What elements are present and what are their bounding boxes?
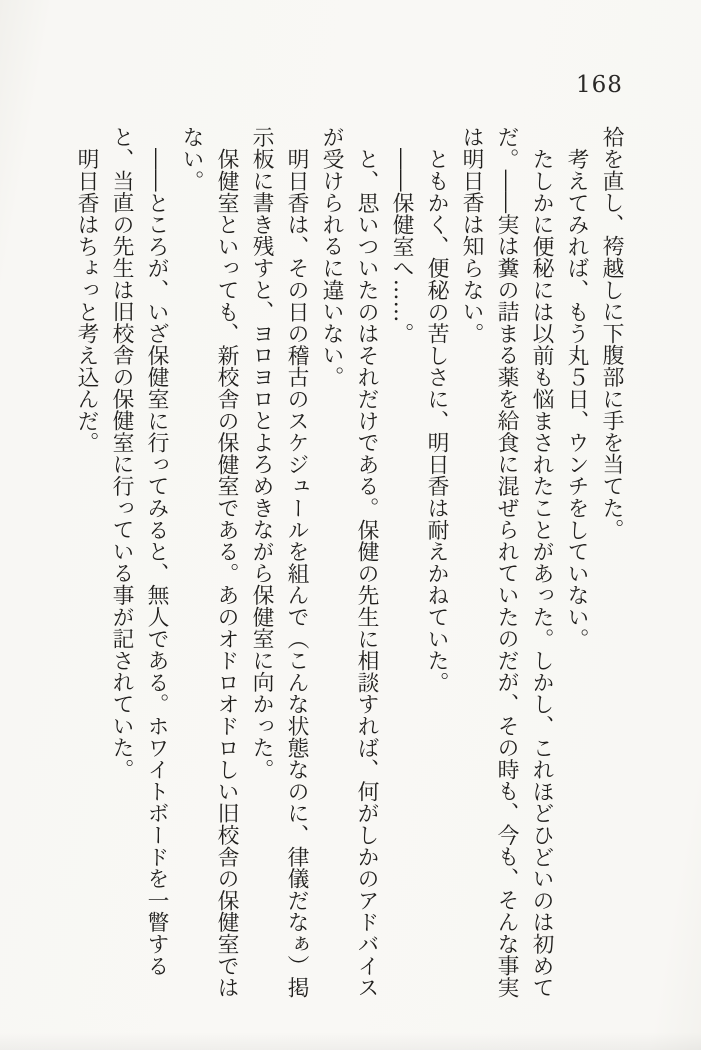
paragraph: と、思いついたのはそれだけである。保健の先生に相談すれば、何がしかのアドバイスが受けられるに違いない。 <box>319 126 379 998</box>
paragraph: 考えてみれば、もう丸５日、ウンチをしていない。 <box>564 147 589 650</box>
paragraph: 明日香は、その日の稽古のスケジュールを組んで（こんな状態なのに、律儀だなぁ）掲示板に書き残すと、ヨロヨロとよろめきながら保健室に向かった。 <box>249 126 309 998</box>
paragraph: ――ところが、いざ保健室に行ってみると、無人である。ホワイトボードを一瞥すると、当直の先生は旧校舎の保健室に行っている事が記されていた。 <box>109 126 169 977</box>
paragraph: ――保健室へ……。 <box>389 147 414 344</box>
paragraph: 袷を直し、袴越しに下腹部に手を当てた。 <box>599 126 624 541</box>
paragraph: ともかく、便秘の苦しさに、明日香は耐えかねていた。 <box>424 147 449 693</box>
paragraph: 明日香はちょっと考え込んだ。 <box>74 147 99 453</box>
paragraph: たしかに便秘には以前も悩まされたことがあった。しかし、これほどひどいのは初めてだ。――実は糞の詰まる薬を給食に混ぜられていたのだが、その時も、今も、そんな事実は明日香は知らない。 <box>459 126 554 998</box>
body-text <box>67 126 629 1004</box>
page-number: 168 <box>576 72 623 98</box>
paragraph: 保健室といっても、新校舎の保健室である。あのオドロオドロしい旧校舎の保健室ではない。 <box>179 126 239 998</box>
